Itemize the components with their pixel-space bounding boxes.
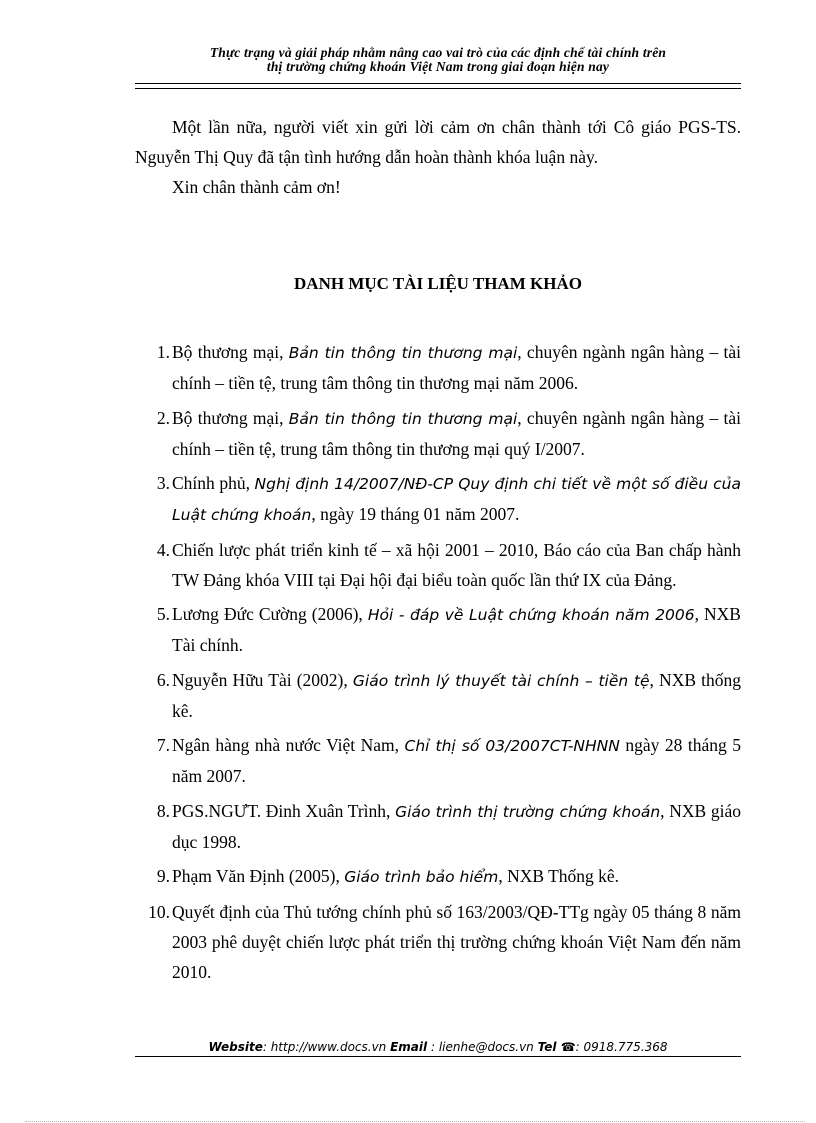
reference-number: 9. [156, 866, 170, 886]
page-edge [25, 1121, 805, 1122]
reference-text: Lương Đức Cường (2006), [172, 604, 368, 624]
reference-item [135, 403, 741, 464]
reference-title: Bản tin thông tin thương mại [288, 409, 518, 428]
page-footer [135, 1040, 741, 1054]
reference-title: Bản tin thông tin thương mại [288, 344, 518, 362]
reference-number: 7. [156, 735, 170, 755]
reference-number: 1. [156, 342, 170, 362]
reference-number: 2. [156, 407, 170, 428]
running-header [135, 46, 741, 74]
phone-icon: ☎ [560, 1040, 576, 1054]
footer-email-label: Email [390, 1040, 428, 1054]
reference-title: Giáo trình bảo hiểm [344, 868, 499, 886]
header-rule-thick [135, 83, 741, 84]
section-title: DANH MỤC TÀI LIỆU THAM KHẢO [294, 274, 582, 293]
reference-number: 8. [156, 800, 170, 821]
footer-rule [135, 1056, 741, 1057]
reference-text: Chiến lược phát triển kinh tế – xã hội 2001 – 2010, Báo cáo của Ban chấp hành TW Đảng khóa VIII tại Đại hội đại biểu toàn quốc lần thứ IX của Đảng. [172, 539, 741, 590]
thanks-line: Xin chân thành cảm ơn! [172, 177, 341, 197]
reference-text-after: , NXB thống kê. [172, 669, 742, 721]
reference-text: Bộ thương mại, [172, 342, 289, 362]
reference-number: 3. [156, 473, 170, 493]
reference-text: Chính phủ, [172, 473, 255, 493]
acknowledgement-paragraph: Một lần nữa, người viết xin gửi lời cảm ơn chân thành tới Cô giáo PGS-TS. Nguyễn Thị Quy đã tận tình hướng dẫn hoàn thành khóa luận này. [135, 117, 741, 167]
reference-item [135, 897, 741, 987]
reference-item [135, 730, 741, 791]
reference-list [135, 337, 741, 991]
reference-number: 6. [156, 669, 170, 690]
reference-text-after: , chuyên ngành ngân hàng – tài chính – tiền tệ, trung tâm thông tin thương mại năm 2006. [172, 342, 742, 393]
footer-tel: : 0918.775.368 [575, 1040, 668, 1054]
header-line-1: Thực trạng và giải pháp nhằm nâng cao vai trò của các định chế tài chính trên [209, 45, 667, 60]
reference-item [135, 599, 741, 660]
closing-text [135, 112, 741, 202]
reference-text: Ngân hàng nhà nước Việt Nam, [172, 735, 405, 755]
reference-text: Nguyễn Hữu Tài (2002), [172, 669, 353, 690]
reference-text-after: , chuyên ngành ngân hàng – tài chính – tiền tệ, trung tâm thông tin thương mại quý I/2007. [172, 407, 742, 459]
header-line-2: thị trường chứng khoán Việt Nam trong giai đoạn hiện nay [266, 59, 610, 74]
footer-website: : http://www.docs.vn [262, 1040, 391, 1054]
reference-item [135, 535, 741, 595]
reference-text-after: , NXB giáo dục 1998. [172, 800, 742, 852]
reference-number: 5. [156, 604, 170, 624]
reference-text-after: , ngày 19 tháng 01 năm 2007. [311, 504, 520, 524]
reference-title: Giáo trình thị trường chứng khoán [395, 802, 661, 821]
reference-text: Quyết định của Thủ tướng chính phủ số 163/2003/QĐ-TTg ngày 05 tháng 8 năm 2003 phê duyệt chiến lược phát triển thị trường chứng khoán Việt Nam đến năm 2010. [172, 901, 741, 982]
reference-item [135, 665, 741, 726]
reference-text-after: ngày 28 tháng 5 năm 2007. [172, 735, 741, 786]
reference-title: Hỏi - đáp về Luật chứng khoán năm 2006 [367, 606, 695, 624]
reference-number: 4. [156, 539, 170, 560]
footer-tel-label: Tel [537, 1040, 561, 1054]
reference-text-after: , NXB Thống kê. [498, 866, 620, 886]
footer-website-label: Website [208, 1040, 263, 1054]
reference-text-after: , NXB Tài chính. [172, 604, 741, 655]
reference-item [135, 796, 741, 857]
reference-text: PGS.NGƯT. Đinh Xuân Trình, [172, 800, 396, 821]
reference-title: Nghị định 14/2007/NĐ-CP Quy định chi tiết về một số điều của Luật chứng khoán [172, 475, 741, 524]
reference-title: Giáo trình lý thuyết tài chính – tiền tệ [352, 671, 650, 690]
reference-number: 10. [148, 901, 170, 922]
reference-title: Chỉ thị số 03/2007CT-NHNN [404, 737, 620, 755]
header-rule-thin [135, 88, 741, 89]
reference-item [135, 861, 741, 892]
reference-item [135, 337, 741, 398]
reference-item [135, 468, 741, 530]
reference-text: Phạm Văn Định (2005), [172, 866, 345, 886]
reference-text: Bộ thương mại, [172, 407, 289, 428]
footer-email: : lienhe@docs.vn [427, 1040, 538, 1054]
